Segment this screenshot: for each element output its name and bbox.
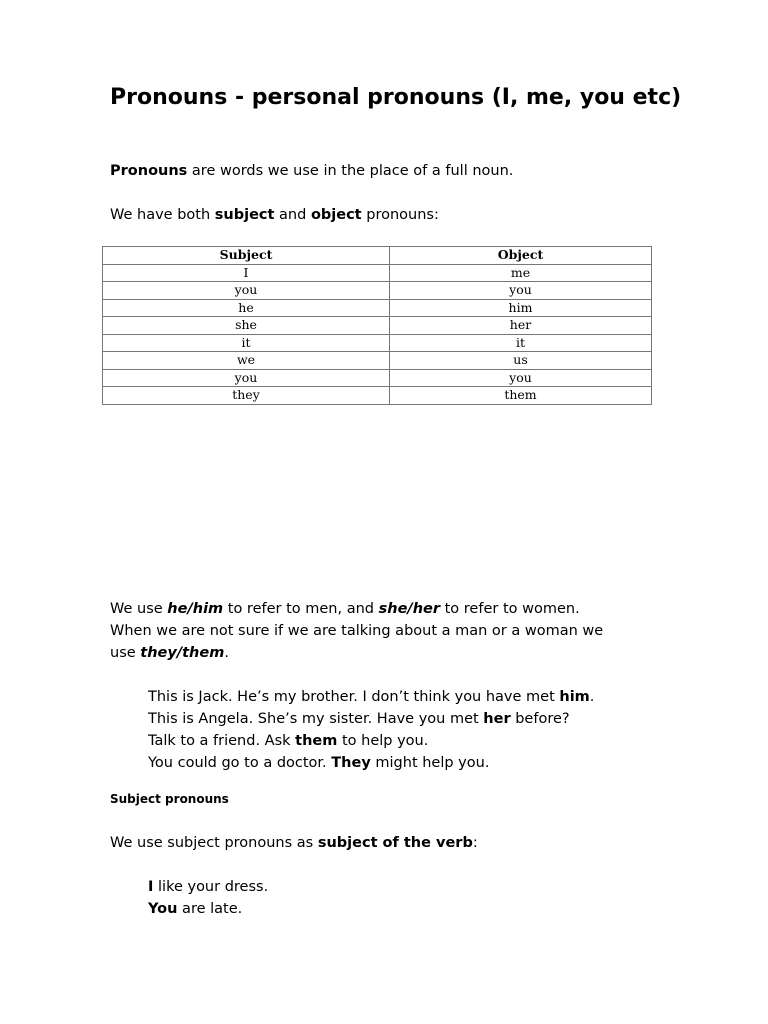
gender-line-2: When we are not sure if we are talking about a man or a woman we [110,623,604,639]
example-line [148,686,594,708]
both-paragraph [110,204,439,226]
object-cell: him [390,299,652,317]
example-line [148,752,489,774]
subject-cell: I [103,264,390,282]
object-cell: them [390,387,652,405]
subject-cell: you [103,282,390,300]
example-bold: her [483,711,511,727]
gender-text-mid1: to refer to men, and [223,601,379,617]
example-bold: They [331,755,371,771]
example-text-end: like your dress. [153,879,269,895]
table-row [103,282,652,300]
subject-use-text: We use subject pronouns as [110,835,318,851]
both-text-post: pronouns: [361,207,439,223]
object-cell: us [390,352,652,370]
page-title: Pronouns - personal pronouns (I, me, you etc) [110,85,682,110]
object-cell: me [390,264,652,282]
gender-bold-he-him: he/him [167,601,224,617]
subject-cell: they [103,387,390,405]
subject-cell: he [103,299,390,317]
object-cell: it [390,334,652,352]
intro-bold: Pronouns [110,163,188,179]
example-text-end: before? [510,711,570,727]
subject-use-bold: subject of the verb [317,835,473,851]
example-bold: them [295,733,338,749]
example-bold: him [559,689,590,705]
header-subject: Subject [103,247,390,265]
subject-cell: we [103,352,390,370]
subject-use-paragraph [110,832,478,854]
table-row [103,352,652,370]
object-cell: her [390,317,652,335]
gender-line-3 [110,642,229,664]
subject-cell: you [103,369,390,387]
gender-text-mid2: to refer to women. [440,601,580,617]
gender-bold-they-them: they/them [140,645,225,661]
example-text: This is Jack. He’s my brother. I don’t think you have met [148,689,560,705]
example-text-end: to help you. [337,733,429,749]
example-bold: I [148,879,154,895]
header-object: Object [390,247,652,265]
example-line [148,876,268,898]
intro-text: are words we use in the place of a full noun. [187,163,514,179]
example-line [148,708,570,730]
table-row [103,334,652,352]
both-bold-subject: subject [214,207,275,223]
pronoun-table [102,246,652,405]
example-line [148,898,242,920]
object-cell: you [390,282,652,300]
table-row [103,264,652,282]
example-text: You could go to a doctor. [148,755,332,771]
subject-pronouns-heading: Subject pronouns [110,792,229,806]
subject-use-colon: : [472,835,478,851]
example-text-end: are late. [177,901,243,917]
table-row [103,299,652,317]
example-text-end: might help you. [370,755,490,771]
table-row [103,317,652,335]
subject-cell: she [103,317,390,335]
subject-cell: it [103,334,390,352]
table-row [103,387,652,405]
both-bold-object: object [310,207,362,223]
gender-text-use: use [110,645,141,661]
both-text-pre: We have both [110,207,215,223]
gender-text-pre: We use [110,601,168,617]
both-text-mid: and [274,207,311,223]
gender-bold-she-her: she/her [378,601,441,617]
example-text: This is Angela. She’s my sister. Have you met [148,711,484,727]
example-text: Talk to a friend. Ask [148,733,296,749]
intro-paragraph [110,160,513,182]
example-text-end: . [589,689,595,705]
gender-line-1 [110,598,580,620]
gender-text-period: . [224,645,229,661]
example-line [148,730,428,752]
table-row [103,369,652,387]
example-bold: You [148,901,178,917]
table-header-row [103,247,652,265]
object-cell: you [390,369,652,387]
